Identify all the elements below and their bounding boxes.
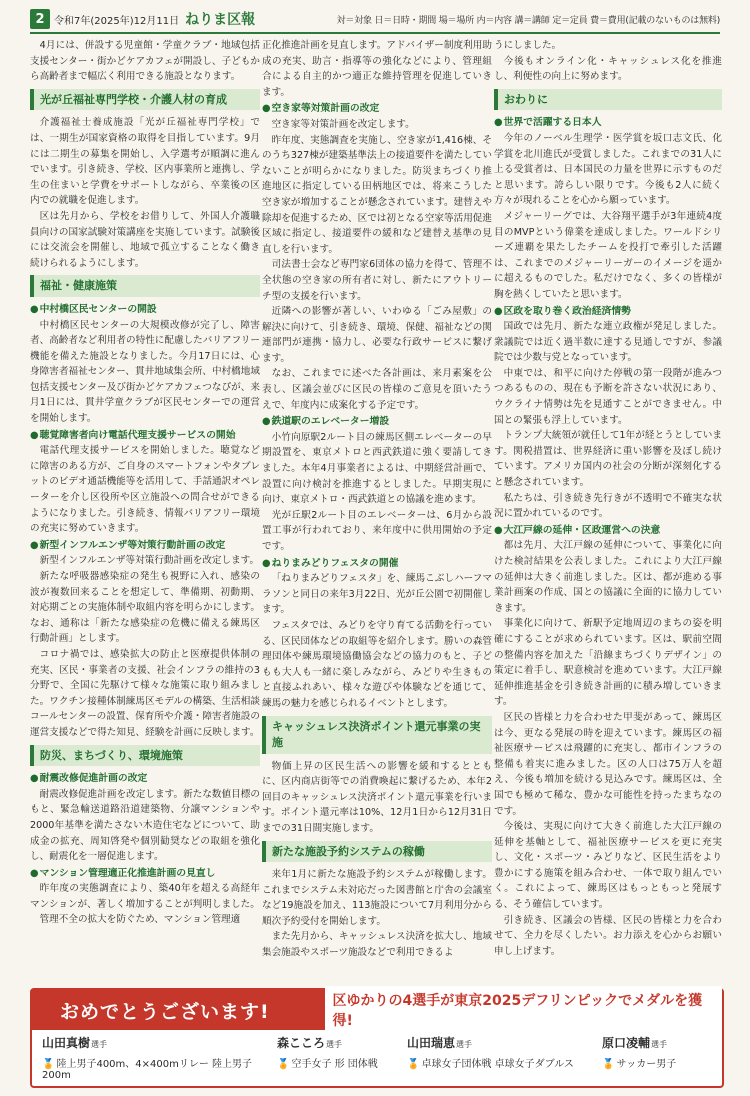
page-number: 2: [30, 9, 50, 29]
section-heading: 福祉・健康施策: [30, 275, 260, 297]
subheading: ● 大江戸線の延伸・区政運営への決意: [494, 523, 722, 539]
paragraph: 都は先月、大江戸線の延伸について、事業化に向けた検討結果を公表しました。これにより大江戸線の延伸は大きく前進しました。区は、都が進める事業計画案の作成、国との協議に全面的に協力していきます。: [494, 540, 722, 614]
section-heading: 新たな施設予約システムの稼働: [262, 841, 492, 863]
medal-icon: 🏅: [602, 1059, 615, 1070]
paragraph: 4月には、併設する児童館・学童クラブ・地域包括支援センター・街かどケアカフェが開設し、子どもから高齢者まで幅広く利用できる施設となります。: [30, 40, 260, 83]
paragraph: 耐震改修促進計画を改定します。新たな数値目標のもと、緊急輸送道路沿道建築物、分譲マンションや2000年基準を満たさない木造住宅などについて、助成金の拡充、周知啓発や個別勧奨などの取組を強化し、耐震化を一層促進します。: [30, 788, 260, 863]
paragraph: 空き家等対策計画を改定します。: [271, 118, 415, 130]
honorific: 選手: [456, 1040, 473, 1049]
paragraph: 引き続き、区議会の皆様、区民の皆様と力を合わせて、全力を尽くしたい。お力添えを心からお願い申し上げます。: [494, 914, 722, 957]
paragraph: 昨年度、実態調査を実施し、空き家が1,416棟、そのうち327棟が建築基準法上の接道要件を満たしていないことが明らかになりました。防災まちづくり推進地区に指定している田柄地区では、将来こうした空き家が増加することが懸念されています。建替えや除却を促進するため、区では初となる空家等活用促進区域に指定し、接道要件の緩和など建替え基準の見直しを行います。: [262, 134, 492, 255]
subheading: ● ねりまみどりフェスタの開催: [262, 556, 492, 572]
honorific: 選手: [326, 1040, 343, 1049]
athlete-events: 卓球女子団体戦 卓球女子ダブルス: [421, 1059, 574, 1070]
paragraph: 今後もオンライン化・キャッシュレス化を推進し、利便性の向上に努めます。: [494, 55, 722, 83]
column-2: [262, 38, 492, 961]
congratulations-banner: [30, 988, 724, 1088]
paragraph: 私たちは、引き続き先行きが不透明で不確実な状況に置かれているのです。: [494, 492, 722, 520]
athlete-events: サッカー男子: [616, 1059, 677, 1070]
paragraph: 小竹向原駅2ルート目の練馬区側エレベーターの早期設置を、東京メトロと西武鉄道に強く要請してきました。本年4月事業者によるは、中期経営計画で、設置に向け検討を推進するとしました。早期実現に向け、東京メトロ・西武鉄道との協議を進めます。: [262, 431, 492, 506]
section-heading: おわりに: [494, 89, 722, 111]
paragraph: 物価上昇の区民生活への影響を緩和するとともに、区内商店街等での消費喚起に繋げるため、本年2回目のキャッシュレス決済ポイント還元事業を行います。ポイント還元率は10%、12月1日から12月31日までの31日間実施します。: [262, 760, 492, 834]
medal-icon: 🏅: [407, 1059, 420, 1070]
paragraph: 介護福祉士養成施設「光が丘福祉専門学校」では、一期生が国家資格の取得を目指しています。9月には二期生の募集を開始し、入学選考が順調に進んでいます。引き続き、学校、区内事業所と連携し、学生の住まいと学費をサポートしながら、卒業後の区内での就職を促進します。: [30, 117, 260, 207]
athlete-name: 山田真樹: [42, 1036, 91, 1050]
brand-title: ねりま区報: [185, 12, 256, 28]
subheading: ● 世界で活躍する日本人: [494, 115, 722, 131]
athlete-card: [277, 1034, 397, 1081]
paragraph: コロナ禍では、感染拡大の防止と医療提供体制の充実、区民・事業者の支援、社会インフラの維持の3分野で、全国に先駆けて様々な施策に取り組みました。ワクチン接種体制練馬区モデルの構築、生活相談コールセンターの設置、保育所や介護・障害者施設の運営支援などで得た知見、経験を計画に反映します。: [30, 648, 260, 738]
athlete-events: 空手女子 形 団体戦: [291, 1059, 378, 1070]
paragraph: 今後は、実現に向けて大きく前進した大江戸線の延伸を基軸として、福祉医療サービスを更に充実し、文化・スポーツ・みどりなど、区民生活をより豊かにする施策を組み合わせ、一体で取り組んでいく。これによって、練馬区はもっともっと発展する、そう確信しています。: [494, 821, 722, 911]
paragraph: 電話代理支援サービスを開始しました。聴覚などに障害のある方が、ご自身のスマートフォンやタブレットのビデオ通話機能等を活用して、手話通訳オペレーターを介し区役所や区立施設への問合せができるようになりました。引き続き、情報バリアフリー環境の充実に努めていきます。: [30, 445, 260, 535]
paragraph: 今年のノーベル生理学・医学賞を坂口志文氏、化学賞を北川進氏が受賞しました。これまでの31人に上る受賞者は、日本国民の力量を世界に示すものだと思います。誇らしい限りです。今後も2人に続く方々が現れることを心から願っています。: [494, 132, 722, 207]
banner-title: おめでとうございます!: [60, 1000, 270, 1023]
paragraph: 新たな呼吸器感染症の発生も視野に入れ、感染の波が複数回来ることを想定して、準備期、初動期、対応期ごとの実施体制や取組内容を明らかにします。なお、通称は「新たな感染症の危機に備える練馬区行動計画」とします。: [30, 571, 260, 645]
athlete-name: 山田瑞恵: [407, 1036, 456, 1050]
column-1: [30, 38, 260, 928]
paragraph: 正化推進計画を見直します。アドバイザー制度利用助成の充実、助言・指導等の強化などにより、管理組合による自主的かつ適正な維持管理を促進していきます。: [262, 40, 492, 98]
athlete-card: [602, 1034, 712, 1081]
paragraph: なお、これまでに述べた各計画は、来月素案を公表し、区議会並びに区民の皆様のご意見を頂いたうえで、年度内に成案化する予定です。: [262, 368, 492, 411]
paragraph: 司法書士会など専門家6団体の協力を得て、管理不全状態の空き家の所有者に対し、新たにアウトリーチ型の支援を行います。: [262, 259, 492, 302]
paragraph: 近隣への影響が著しい、いわゆる「ごみ屋敷」の解決に向けて、引き続き、環境、保健、福祉などの関連部門が連携・協力し、必要な行政サービスに繋げます。: [262, 306, 492, 364]
paragraph: また先月から、キャッシュレス決済を拡大し、地域集会施設やスポーツ施設などで利用できるよ: [262, 931, 492, 959]
abbreviation-legend: 対＝対象 日＝日時・期間 場＝場所 内＝内容 講＝講師 定＝定員 費＝費用(記載のないものは無料): [336, 15, 720, 26]
paragraph: 区民の皆様と力を合わせた甲斐があって、練馬区は今、更なる発展の時を迎えています。練馬区の福祉医療サービスは飛躍的に充実し、都市インフラの整備も着実に進みました。区の人口は75万人を超え、今後も増加を続ける見込みです。練馬区は、全国でも極めて稀な、豊かな可能性を持ったまちなのです。: [494, 711, 722, 817]
paragraph: 昨年度の実態調査により、築40年を超える高経年マンションが、著しく増加することが判明しました。: [30, 883, 260, 910]
paragraph: 中東では、和平に向けた停戦の第一段階が進みつつあるものの、現在も予断を許さない状況にあり、ウクライナ情勢は先を見通すことができません。中国との緊張も浮上しています。: [494, 367, 722, 426]
athlete-name: 森こころ: [277, 1036, 326, 1050]
paragraph: トランプ大統領が就任して1年が経とうとしています。関税措置は、世界経済に重い影響を及ぼし続けています。アメリカ国内の社会の分断が深刻化すると懸念されています。: [494, 430, 722, 489]
paragraph: うにしました。: [494, 40, 562, 51]
paragraph: 光が丘駅2ルート目のエレベーターは、6月から設置工事が行われており、来年度中に供用開始の予定です。: [262, 509, 492, 552]
subheading: ● 鉄道駅のエレベーター増設: [262, 414, 492, 430]
paragraph: 管理不全の拡大を防ぐため、マンション管理適: [39, 914, 241, 926]
section-heading: 防災、まちづくり、環境施策: [30, 745, 260, 767]
medal-icon: 🏅: [277, 1059, 290, 1070]
paragraph: 区は先月から、学校をお借りして、外国人介護職員向けの国家試験対策講座を実施しています。試験後には交流会を開催し、地域で孤立することなく働き続けられるようにします。: [30, 210, 260, 269]
issue-date: 令和7年(2025年)12月11日: [54, 15, 180, 27]
page-header: [30, 8, 720, 30]
athlete-card: [407, 1034, 592, 1081]
subheading: ● 空き家等対策計画の改定: [262, 101, 492, 117]
subheading: ● 区政を取り巻く政治経済情勢: [494, 304, 722, 320]
banner-header: [32, 990, 722, 1030]
paragraph: 「ねりまみどりフェスタ」を、練馬こぶしハーフマラソンと同日の来年3月22日、光が丘公園で初開催します。: [262, 573, 492, 616]
subheading: ● 聴覚障害者向け電話代理支援サービスの開始: [30, 428, 260, 444]
honorific: 選手: [91, 1040, 108, 1049]
athlete-card: [42, 1034, 267, 1081]
paragraph: 新型インフルエンザ等対策行動計画を改定します。: [39, 555, 260, 567]
honorific: 選手: [651, 1040, 668, 1049]
subheading: ● 耐震改修促進計画の改定: [30, 771, 260, 787]
header-divider: [30, 32, 720, 34]
section-heading: 光が丘福祉専門学校・介護人材の育成: [30, 89, 260, 111]
subheading: ● 中村橋区民センターの開設: [30, 302, 260, 318]
athlete-name: 原口凌輔: [602, 1036, 651, 1050]
section-heading: キャッシュレス決済ポイント還元事業の実施: [262, 716, 492, 754]
paragraph: メジャーリーグでは、大谷翔平選手が3年連続4度目のMVPという偉業を達成しました。ワールドシリーズ連覇を果たしたチームを投打で牽引した活躍は、これまでのメジャーリーガーのイメージを遥かに超えるものでした。私だけでなく、多くの皆様が胸を熱くしていたと思います。: [494, 210, 722, 300]
banner-subtitle: 区ゆかりの4選手が東京2025デフリンピックでメダルを獲得!: [325, 986, 722, 1034]
paragraph: 国政では先月、新たな連立政権が発足しました。衆議院では近く過半数に達する見通しですが、参議院では少数与党となっています。: [494, 321, 722, 364]
paragraph: 事業化に向けて、新駅予定地周辺のまちの姿を明確にすることが求められています。区は、駅前空間の整備内容を加えた「沿線まちづくりデザイン」の策定に着手し、駅意検討を進めています。大江戸線延伸推進基金を引き続き計画的に積み増していきます。: [494, 618, 722, 708]
subheading: ● マンション管理適正化推進計画の見直し: [30, 866, 260, 882]
paragraph: 中村橋区民センターの大規模改修が完了し、障害者、高齢者など利用者の特性に配慮したバリアフリー機能を備えた施設となりました。今月17日には、心身障害者福祉センター、貫井地域集会所、中村橋地域包括支援センター及び街かどケアカフェつなぴが、来月1日には、貫井学童クラブが区民センターでの運営を開始します。: [30, 319, 260, 425]
athlete-list: [32, 1030, 722, 1085]
athlete-events: 陸上男子400m、4×400mリレー 陸上男子200m: [42, 1059, 253, 1081]
paragraph: フェスタでは、みどりを守り育てる活動を行っている、区民団体などの取組等を紹介します。勝いの森管理団体や練馬環境協働協会などの協力のもと、子どもも大人も一緒に楽しみながら、みどりや生きものと直接ふれあい、様々な遊びや体験などを通じて、練馬の魅力を感じられるイベントとします。: [262, 619, 492, 709]
subheading: ● 新型インフルエンザ等対策行動計画の改定: [30, 538, 260, 554]
column-3: [494, 38, 722, 959]
medal-icon: 🏅: [42, 1059, 55, 1070]
paragraph: 来年1月に新たな施設予約システムが稼働します。これまでシステム未対応だった図書館と庁舎の会議室など19施設を加え、113施設について7月利用分から順次予約受付を開始します。: [262, 869, 492, 927]
